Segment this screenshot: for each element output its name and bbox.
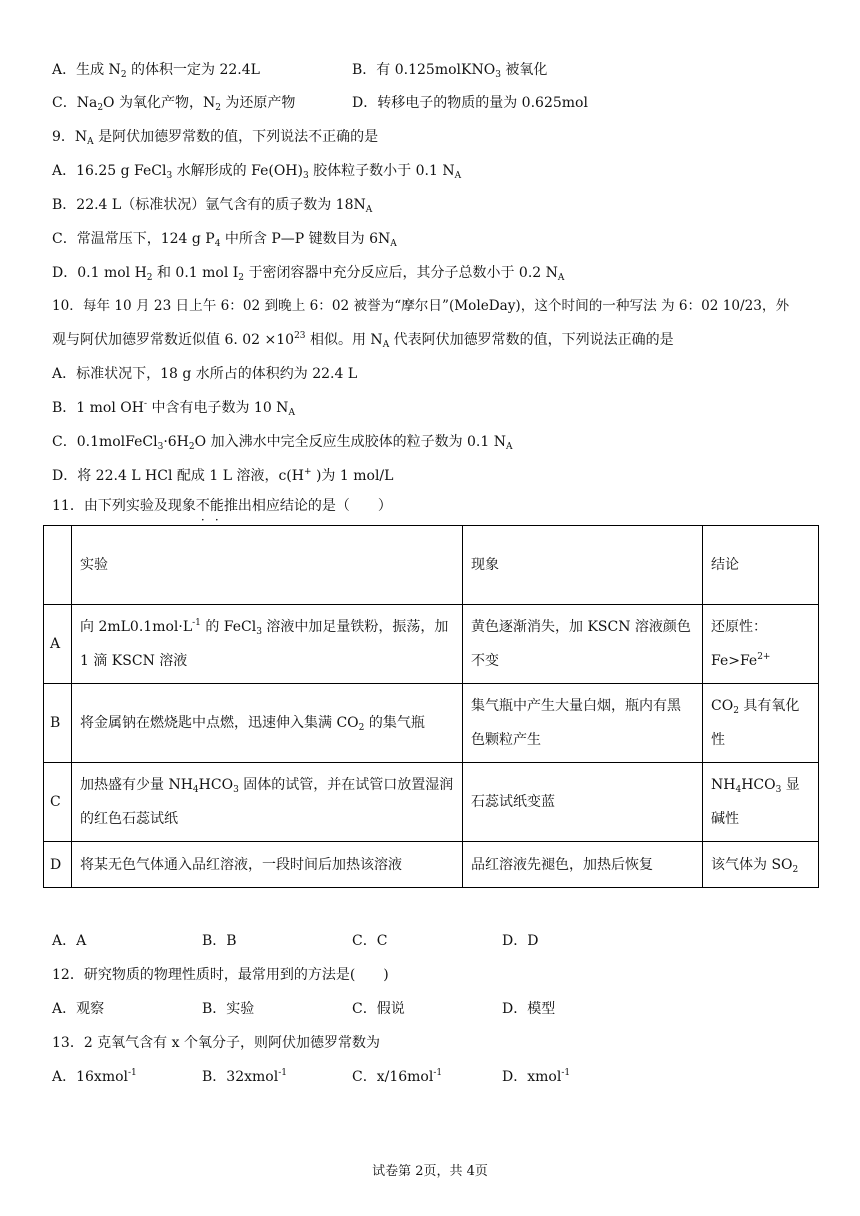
experiment-cell: 将某无色气体通入品红溶液，一段时间后加热该溶液 [72,842,463,888]
row-label: A [44,605,72,684]
q8-option-c: C．$Na_2O$ 为氧化产物，$N_2$ 为还原产物 [52,95,296,113]
q9-option-b: B．22.4 L（标准状况）氩气含有的质子数为 $18N_A$ [52,197,373,215]
q9-option-c: C．常温常压下，124 g $P_4$ 中所含 P—P 键数目为 $6N_A$ [52,231,397,249]
table-header-cell: 实验 [72,526,463,605]
q11-stem: 11．由下列实验及现象不能推出相应结论的是（ ） [52,498,392,514]
table-row [44,842,819,888]
table-row [44,605,819,684]
phenomenon-cell: 集气瓶中产生大量白烟，瓶内有黑色颗粒产生 [463,684,703,763]
q8-option-b: B．有 0.125molKNO$_3$ 被氧化 [352,62,548,80]
q10-option-c: C．$0.1molFeCl_3\cdot 6H_2O$ 加入沸水中完全反应生成胶体的粒子数为 0.1 $N_A$ [52,434,513,452]
q10-option-d: D．将 22.4 L HCl 配成 1 L 溶液，c(H+ )为 1 mol/L [52,467,394,484]
q9-option-a: A．16.25 g FeCl$_3$ 水解形成的 $Fe(OH)_3$ 胶体粒子数小于 0.1 $N_A$ [52,163,462,181]
q9-stem: 9．$N_A$ 是阿伏加德罗常数的值，下列说法不正确的是 [52,129,379,147]
phenomenon-cell: 品红溶液先褪色，加热后恢复 [463,842,703,888]
q10-option-a: A．标准状况下，18 g 水所占的体积约为 22.4 L [52,366,358,382]
phenomenon-cell: 黄色逐渐消失，加 KSCN 溶液颜色不变 [463,605,703,684]
experiment-cell: 将金属钠在燃烧匙中点燃，迅速伸入集满 $CO_2$ 的集气瓶 [72,684,463,763]
conclusion-cell: $CO_2$ 具有氧化性 [703,684,819,763]
q8-option-d: D．转移电子的物质的量为 0.625mol [352,95,588,111]
q13-option-b: B．32xmol$^{-1}$ [202,1068,287,1085]
table-header-row [44,526,819,605]
table-header-cell [44,526,72,605]
experiment-table [43,525,819,888]
q12-stem: 12．研究物质的物理性质时，最常用到的方法是( ) [52,967,389,983]
q13-option-c: C．x/16mol$^{-1}$ [352,1068,443,1085]
q10-option-b: B．1 mol OH- 中含有电子数为 10 $N_A$ [52,399,295,418]
q10-stem-line1: 10．每年 10 月 23 日上午 6：02 到晚上 6：02 被誉为“摩尔日”(MoleDay)，这个时间的一种写法 为 6：02 10/23，外 [52,298,790,314]
conclusion-cell: $NH_4HCO_3$ 显碱性 [703,763,819,842]
q12-option-c: C．假说 [352,1001,405,1017]
row-label: D [44,842,72,888]
table-row [44,684,819,763]
page-footer: 试卷第 2页，共 4页 [372,1164,488,1179]
conclusion-cell: 该气体为 $SO_2$ [703,842,819,888]
q11-option-b: B．B [202,933,237,949]
phenomenon-cell: 石蕊试纸变蓝 [463,763,703,842]
q13-option-d: D．xmol$^{-1}$ [502,1068,571,1085]
q12-option-b: B．实验 [202,1001,255,1017]
q9-option-d: D．0.1 mol $H_2$ 和 0.1 mol $I_2$ 于密闭容器中充分反应后，其分子总数小于 0.2 $N_A$ [52,265,565,283]
q8-option-a: A．生成 $N_2$ 的体积一定为 22.4L [52,62,260,80]
row-label: C [44,763,72,842]
experiment-cell: 向 $2mL0.1mol\cdot L^{-1}$ 的 FeCl$_3$ 溶液中加足量铁粉，振荡，加 1 滴 KSCN 溶液 [72,605,463,684]
table-header-cell: 现象 [463,526,703,605]
q12-option-a: A．观察 [52,1001,105,1017]
table-header-cell: 结论 [703,526,819,605]
table-row [44,763,819,842]
conclusion-cell: 还原性：$Fe>Fe^{2+}$ [703,605,819,684]
q13-option-a: A．16xmol$^{-1}$ [52,1068,137,1085]
q11-option-a: A．A [52,933,87,949]
q11-option-c: C．C [352,933,388,949]
q11-option-d: D．D [502,933,539,949]
q10-stem-line2: 观与阿伏加德罗常数近似值 6. $02 \times 10^{23}$ 相似。用 $N_A$ 代表阿伏加德罗常数的值，下列说法正确的是 [52,331,674,350]
q13-stem: 13．2 克氧气含有 x 个氧分子，则阿伏加德罗常数为 [52,1035,380,1051]
experiment-cell: 加热盛有少量 $NH_4HCO_3$ 固体的试管，并在试管口放置湿润的红色石蕊试纸 [72,763,463,842]
row-label: B [44,684,72,763]
q12-option-d: D．模型 [502,1001,556,1017]
